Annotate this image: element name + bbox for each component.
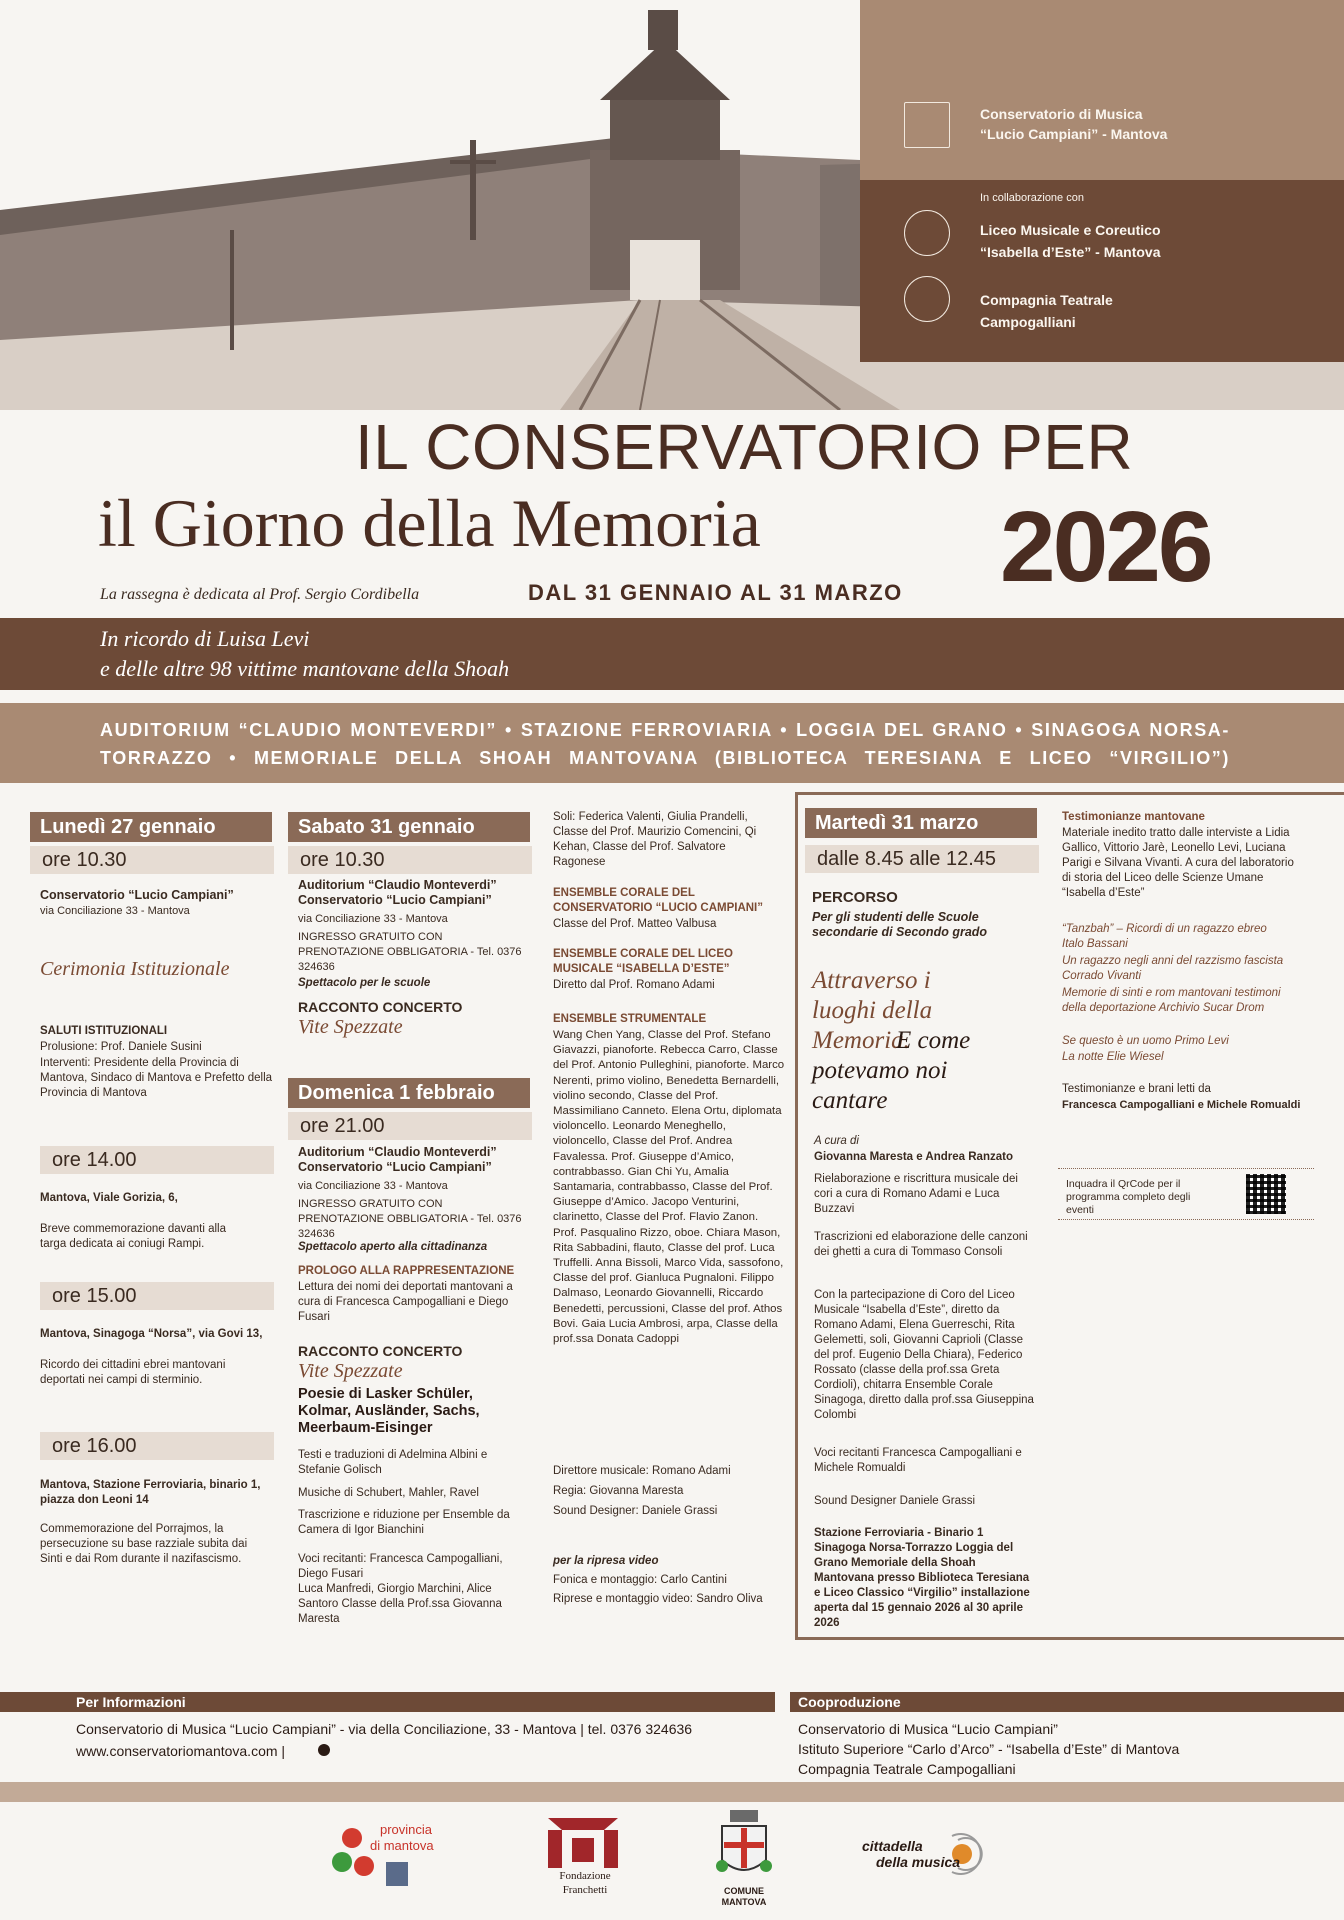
col2-venue2: Auditorium “Claudio Monteverdi” Conservatorio “Lucio Campiani” <box>298 1145 497 1174</box>
attraverso-title: Attraverso i luoghi della Memoria. <box>812 967 933 1054</box>
sound-designer-march: Sound Designer Daniele Grassi <box>814 1495 976 1507</box>
interventi: Interventi: Presidente della Provincia di Mantova, Sindaco di Mantova e Prefetto della Provincia di Mantova <box>40 1057 273 1099</box>
day-sunday-header: Domenica 1 febbraio <box>288 1078 530 1108</box>
trascrizioni: Trascrizioni ed elaborazione delle canzoni dei ghetti a cura di Tommaso Consoli <box>814 1231 1028 1258</box>
collab-label: In collaborazione con <box>980 192 1084 204</box>
ingresso-sun: INGRESSO GRATUITO CON PRENOTAZIONE OBBLIGATORIA - Tel. 0376 324636 <box>298 1198 522 1240</box>
memorial-line2: e delle altre 98 vittime mantovane della Shoah <box>100 656 510 681</box>
sound-designer: Sound Designer: Daniele Grassi <box>553 1505 718 1517</box>
poesie: Poesie di Lasker Schüler, Kolmar, Ausländer, Sachs, Meerbaum-Eisinger <box>298 1386 480 1436</box>
ripresa-video: per la ripresa video <box>553 1555 659 1567</box>
fonica: Fonica e montaggio: Carlo Cantini <box>553 1574 727 1586</box>
compagnia-seal-icon <box>904 276 950 322</box>
ingresso-sat: INGRESSO GRATUITO CON PRENOTAZIONE OBBLIGATORIA - Tel. 0376 324636 <box>298 931 522 973</box>
info-label: Per Informazioni <box>76 1694 186 1710</box>
ensemble-corale-liceo: ENSEMBLE CORALE DEL LICEO MUSICALE “ISABELLA D’ESTE” <box>553 948 733 975</box>
regia: Regia: Giovanna Maresta <box>553 1485 684 1497</box>
col1-address: via Conciliazione 33 - Mantova <box>40 905 190 917</box>
info-website[interactable]: www.conservatoriomantova.com | <box>76 1743 286 1759</box>
fondazione-text1: Fondazione <box>559 1870 611 1882</box>
direttore: Direttore musicale: Romano Adami <box>553 1465 731 1477</box>
ensemble-corale-liceo-dir: Diretto dal Prof. Romano Adami <box>553 979 715 991</box>
col2-address2: via Conciliazione 33 - Mantova <box>298 1180 448 1192</box>
spettacolo-cittadinanza: Spettacolo aperto alla cittadinanza <box>298 1241 488 1253</box>
conservatorio-name-l2: “Lucio Campiani” - Mantova <box>980 126 1168 142</box>
ensemble-strumentale: ENSEMBLE STRUMENTALE <box>553 1013 707 1025</box>
time-0845-bar: dalle 8.45 alle 12.45 <box>805 845 1039 873</box>
spettacolo-scuole: Spettacolo per le scuole <box>298 977 431 989</box>
liceo-name-l2: “Isabella d’Este” - Mantova <box>980 244 1161 260</box>
comune-text1: COMUNE <box>724 1886 764 1896</box>
cittadella-musica-logo <box>862 1824 1012 1884</box>
comune-text2: MANTOVA <box>721 1897 767 1907</box>
coop-line2: Istituto Superiore “Carlo d’Arco” - “Isabella d’Este” di Mantova <box>798 1741 1180 1757</box>
time-1600-bar: ore 16.00 <box>40 1432 274 1460</box>
testi: Testi e traduzioni di Adelmina Albini e Stefanie Golisch <box>298 1449 488 1476</box>
day-monday-header: Lunedì 27 gennaio <box>30 812 272 842</box>
cittadella-text2: della musica <box>876 1854 961 1870</box>
compagnia-name-l2: Campogalliani <box>980 314 1076 330</box>
day-saturday-header: Sabato 31 gennaio <box>288 812 530 842</box>
percorso-target: Per gli studenti delle Scuole secondarie di Secondo grado <box>812 910 988 939</box>
ragazzo-razzismo: Un ragazzo negli anni del razzismo fascista Corrado Vivanti <box>1062 955 1284 982</box>
col2-address1: via Conciliazione 33 - Mantova <box>298 913 448 925</box>
provincia-text1: provincia <box>380 1822 433 1837</box>
qr-text: Inquadra il QrCode per il programma completo degli eventi <box>1066 1178 1191 1216</box>
fondazione-text2: Franchetti <box>562 1884 608 1896</box>
voci-recitanti-2: Luca Manfredi, Giorgio Marchini, Alice Santoro Classe della Prof.ssa Giovanna Maresta <box>298 1583 502 1625</box>
vite-spezzate-2: Vite Spezzate <box>298 1360 403 1382</box>
ecome-title: E come potevamo noi cantare <box>812 1027 971 1114</box>
title-line1: IL CONSERVATORIO PER <box>355 411 1134 483</box>
qr-code-icon[interactable] <box>1246 1174 1286 1214</box>
partners-bottom-panel <box>860 180 1344 362</box>
brani-names: Francesca Campogalliani e Michele Romualdi <box>1062 1099 1301 1111</box>
venues-list: AUDITORIUM “CLAUDIO MONTEVERDI” • STAZIONE FERROVIARIA • LOGGIA DEL GRANO • SINAGOGA NORSA-TORRAZZO • MEMORIALE DELLA SHOAH MANTOVANA (BIBLIOTECA TERESIANA E LICEO “VIRGILIO”) <box>100 720 1230 768</box>
testimonianze-title: Testimonianze mantovane <box>1062 811 1205 823</box>
compagnia-name-l1: Compagnia Teatrale <box>980 292 1113 308</box>
prologo-label: PROLOGO ALLA RAPPRESENTAZIONE <box>298 1265 515 1277</box>
footer-divider <box>0 1782 1344 1802</box>
conservatorio-crest-icon <box>904 102 950 148</box>
provincia-text2: di mantova <box>370 1838 434 1853</box>
coop-line3: Compagnia Teatrale Campogalliani <box>798 1761 1016 1777</box>
riprese: Riprese e montaggio video: Sandro Oliva <box>553 1593 763 1605</box>
provincia-mantova-logo <box>330 1818 450 1890</box>
comune-mantova-logo <box>712 1808 776 1908</box>
racconto-concerto-2: RACCONTO CONCERTO <box>298 1343 463 1359</box>
percorso-label: PERCORSO <box>812 889 898 906</box>
memorial-line1: In ricordo di Luisa Levi <box>100 626 310 651</box>
cerimonia-title: Cerimonia Istituzionale <box>40 958 230 980</box>
acura-names: Giovanna Maresta e Andrea Ranzato <box>814 1151 1013 1163</box>
col1-venue: Conservatorio “Lucio Campiani” <box>40 888 234 902</box>
prologo-desc: Lettura dei nomi dei deportati mantovani a cura di Francesca Campogalliani e Diego Fusari <box>298 1281 513 1323</box>
racconto-concerto-1: RACCONTO CONCERTO <box>298 999 463 1015</box>
rielaborazione: Rielaborazione e riscrittura musicale dei cori a cura di Romano Adami e Luca Buzzavi <box>814 1173 1018 1215</box>
desc-sinagoga: Ricordo dei cittadini ebrei mantovani deportati nei campi di sterminio. <box>40 1359 226 1386</box>
desc-rampi: Breve commemorazione davanti alla targa dedicata ai coniugi Rampi. <box>40 1223 227 1250</box>
ensemble-corale-conservatorio: ENSEMBLE CORALE DEL CONSERVATORIO “LUCIO CAMPIANI” <box>553 887 763 914</box>
day-tuesday-header: Martedì 31 marzo <box>805 808 1037 838</box>
voci-recitanti-march: Voci recitanti Francesca Campogalliani e Michele Romualdi <box>814 1447 1022 1474</box>
partners-top-panel <box>860 0 1344 180</box>
col2-venue1: Auditorium “Claudio Monteverdi” Conservatorio “Lucio Campiani” <box>298 878 497 907</box>
dedication: La rassegna è dedicata al Prof. Sergio Cordibella <box>100 586 420 603</box>
coop-label: Cooproduzione <box>798 1694 901 1710</box>
strumentisti: Wang Chen Yang, Classe del Prof. Stefano Giavazzi, pianoforte. Rebecca Carro, Classe del Prof. Antonio Pulleghini, pianoforte. Marco Nerenti, primo violino, Benedetta Bernardelli, violino secondo, Classe del Prof. Massimiliano Canneto. Elena Ortu, diplomata violoncello. Leonardo Meneghello, violoncello, Classe del Prof. Andrea Favalessa. Prof. Giuseppe d’Amico, contrabbasso. Gian Chi Yu, Amalia Santamaria, contrabbasso, Classe del Prof. Giuseppe d’Amico. Jacopo Venturini, clarinetto, Classe del Prof. Flavio Zanon. Prof. Pasqualino Rizzo, oboe. Chiara Mason, Rita Sabbadini, flauto, Classe del prof. Luca Truffelli. Anna Bissoli, Marco Vida, sassofono, Classe del prof. Gianluca Pugnaloni. Filippo Dalmaso, Leonardo Giovannelli, Riccardo Benedetti, percussioni, Classe del prof. Athos Bovi. Gaia Lucia Ambrosi, arpa, Classe della prof.ssa Donata Cadoppi <box>553 1029 785 1346</box>
cittadella-text1: cittadella <box>862 1838 923 1854</box>
tanzbah: “Tanzbah” – Ricordi di un ragazzo ebreo Italo Bassani <box>1062 923 1267 950</box>
place-viale-gorizia: Mantova, Viale Gorizia, 6, <box>40 1192 178 1204</box>
voci-recitanti: Voci recitanti: Francesca Campogalliani, Diego Fusari <box>298 1553 503 1580</box>
conservatorio-name-l1: Conservatorio di Musica <box>980 106 1143 122</box>
date-range: DAL 31 GENNAIO AL 31 MARZO <box>528 580 903 605</box>
title-line2: il Giorno della Memoria <box>98 485 761 561</box>
italian-republic-emblem-icon <box>904 210 950 256</box>
saluti-label: SALUTI ISTITUZIONALI <box>40 1025 168 1037</box>
testimonianze-desc: Materiale inedito tratto dalle interviste a Lidia Gallico, Vittorio Jarè, Leonello Levi, Luciana Parigi e Silvana Vivanti. A cura del laboratorio di storia del Liceo delle Scienze Umane “Isabella d’Este” <box>1062 827 1294 899</box>
musiche: Musiche di Schubert, Mahler, Ravel <box>298 1487 479 1499</box>
title-year: 2026 <box>1000 491 1211 603</box>
acura-label: A cura di <box>814 1135 859 1147</box>
ensemble-corale-conservatorio-dir: Classe del Prof. Matteo Valbusa <box>553 918 717 930</box>
soli: Soli: Federica Valenti, Giulia Prandelli, Classe del Prof. Maurizio Comencini, Qi Kehan, Classe del Prof. Salvatore Ragonese <box>553 811 757 868</box>
time-1500-bar: ore 15.00 <box>40 1282 274 1310</box>
place-sinagoga: Mantova, Sinagoga “Norsa”, via Govi 13, <box>40 1328 263 1340</box>
vite-spezzate-1: Vite Spezzate <box>298 1016 403 1038</box>
brani-label: Testimonianze e brani letti da <box>1062 1083 1211 1095</box>
prolusione: Prolusione: Prof. Daniele Susini <box>40 1041 202 1053</box>
facebook-icon[interactable] <box>318 1744 330 1756</box>
memorie-sinti: Memorie di sinti e rom mantovani testimoni della deportazione Archivio Sucar Drom <box>1062 987 1281 1014</box>
time-1030-sat-bar: ore 10.30 <box>288 846 532 874</box>
time-2100-bar: ore 21.00 <box>288 1112 532 1140</box>
se-questo-uomo: Se questo è un uomo Primo Levi <box>1062 1035 1229 1047</box>
coop-line1: Conservatorio di Musica “Lucio Campiani” <box>798 1721 1058 1737</box>
desc-porrajmos: Commemorazione del Porrajmos, la persecuzione su base razziale subita dai Sinti e dai Rom durante il nazifascismo. <box>40 1523 248 1565</box>
time-1400-bar: ore 14.00 <box>40 1146 274 1174</box>
info-line1: Conservatorio di Musica “Lucio Campiani” - via della Conciliazione, 33 - Mantova | tel. 0376 324636 <box>76 1721 693 1737</box>
time-1030-bar: ore 10.30 <box>30 846 274 874</box>
fondazione-franchetti-logo <box>548 1818 618 1906</box>
luoghi-list: Stazione Ferroviaria - Binario 1 Sinagoga Norsa-Torrazzo Loggia del Grano Memoriale della Shoah Mantovana presso Biblioteca Teresiana e Liceo Classico “Virgilio” installazione aperta dal 15 gennaio 2026 al 30 aprile 2026 <box>814 1527 1030 1629</box>
partecipazione: Con la partecipazione di Coro del Liceo Musicale “Isabella d’Este”, diretto da Romano Adami, Elena Guerreschi, Rita Gelemetti, soli, Giovanni Caprioli (Classe del prof. Eugenio Della Chiara), Federico Rossato (classe della prof.ssa Greta Cordioli), chitarra Ensemble Corale Sinagoga, diretto dalla prof.ssa Giuseppina Colombi <box>814 1289 1034 1421</box>
liceo-name-l1: Liceo Musicale e Coreutico <box>980 222 1161 238</box>
trascrizione: Trascrizione e riduzione per Ensemble da Camera di Igor Bianchini <box>298 1509 510 1536</box>
place-stazione: Mantova, Stazione Ferroviaria, binario 1, piazza don Leoni 14 <box>40 1479 261 1506</box>
la-notte: La notte Elie Wiesel <box>1062 1051 1164 1063</box>
